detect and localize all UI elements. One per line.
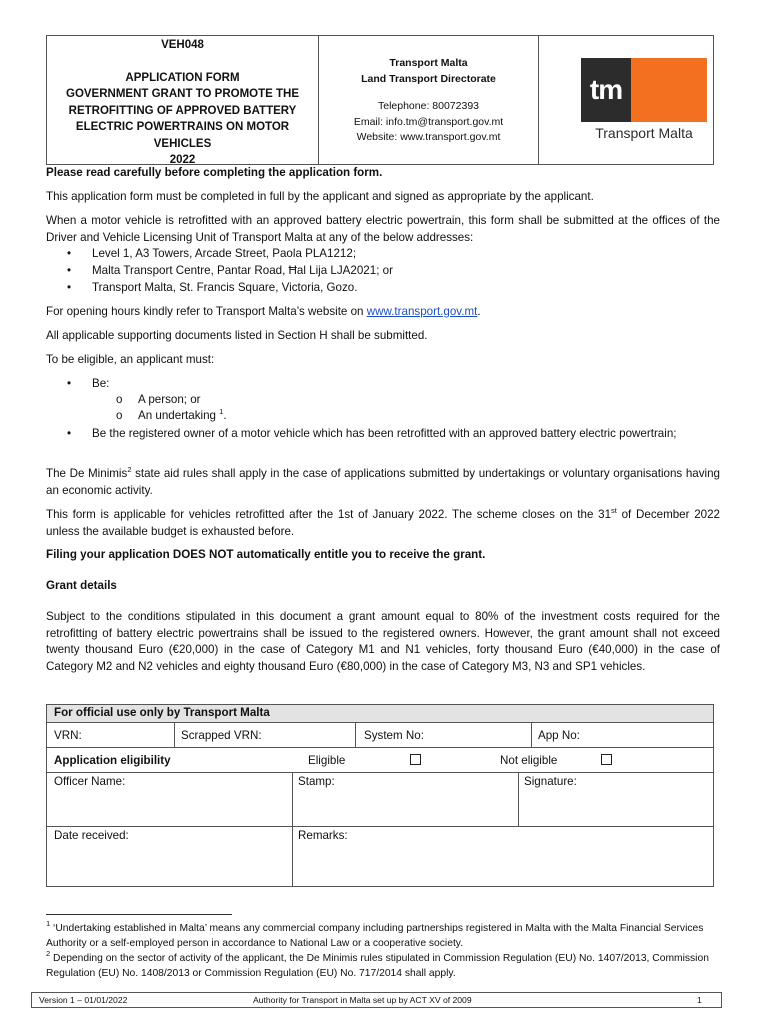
form-code: VEH048 — [161, 39, 204, 51]
transport-malta-logo — [581, 58, 707, 122]
footnote-2 — [46, 951, 718, 982]
address-item: Malta Transport Centre, Pantar Road, Ħal Lija LJA2021; or — [92, 264, 393, 277]
footnote-2-number: 2 — [46, 949, 51, 958]
form-title-line: APPLICATION FORM — [125, 71, 240, 84]
officer-name-field[interactable]: Officer Name: — [54, 775, 126, 788]
signature-field[interactable]: Signature: — [524, 775, 577, 788]
remarks-field[interactable]: Remarks: — [298, 829, 348, 842]
date-received-field[interactable]: Date received: — [54, 829, 129, 842]
footnote-ref-2[interactable]: 2 — [127, 465, 132, 474]
form-title-line: ELECTRIC POWERTRAINS ON MOTOR — [75, 121, 290, 133]
scrapped-vrn-field[interactable]: Scrapped VRN: — [181, 729, 262, 742]
de-minimis-text — [46, 466, 720, 499]
logo-block — [539, 36, 713, 164]
read-carefully-note: Please read carefully before completing the application form. — [46, 166, 383, 179]
form-title-line: GOVERNMENT GRANT TO PROMOTE THE — [66, 88, 299, 100]
footnote-ref-1[interactable]: 1 — [219, 407, 224, 416]
undertaking-end: . — [223, 409, 227, 422]
eligibility-intro: To be eligible, an applicant must: — [46, 353, 215, 366]
bullet-icon: • — [67, 427, 72, 440]
eligibility-label: Application eligibility — [54, 754, 171, 767]
ordinal-suffix: st — [611, 506, 617, 515]
transport-website-link[interactable]: www.transport.gov.mt — [366, 305, 478, 318]
app-no-field[interactable]: App No: — [538, 729, 580, 742]
sub-item-person: A person; or — [138, 393, 201, 406]
form-year: 2022 — [169, 154, 196, 166]
contact-block — [319, 36, 539, 164]
footnote-1 — [46, 921, 718, 952]
bullet-icon: • — [67, 377, 72, 390]
logo-mark: tm — [581, 58, 631, 122]
not-eligible-label: Not eligible — [500, 754, 558, 767]
circle-bullet-icon: o — [116, 393, 123, 406]
footnote-2-text: Depending on the sector of activity of the applicant, the De Minimis rules stipulated in Commission Regulation (EU) No. 1407/2013, Commission Regulation (EU) No. 1408/2013 or Commission Regulation (EU) No. 717/2014 shall apply. — [46, 953, 709, 980]
bullet-icon: • — [67, 247, 72, 260]
official-use-title: For official use only by Transport Malta — [54, 706, 270, 719]
form-title-line: RETROFITTING OF APPROVED BATTERY — [68, 104, 297, 117]
registered-owner-item: Be the registered owner of a motor vehicle which has been retrofitted with an approved battery electric powertrain; — [92, 427, 677, 440]
submission-text: When a motor vehicle is retrofitted with an approved battery electric powertrain, this form shall be submitted at the offices of the Driver and Vehicle Licensing Unit of Transport Malta at any of the below addresses: — [46, 214, 720, 244]
opening-hours-text — [46, 304, 720, 321]
opening-hours-post: . — [477, 305, 481, 318]
complete-full-text: This application form must be completed in full by the applicant and signed as appropriate by the applicant. — [46, 190, 594, 203]
supporting-docs-text: All applicable supporting documents listed in Section H shall be submitted. — [46, 329, 428, 342]
address-item: Transport Malta, St. Francis Square, Victoria, Gozo. — [92, 281, 358, 294]
bullet-icon: • — [67, 281, 72, 294]
directorate: Land Transport Directorate — [361, 72, 496, 85]
form-title-line: VEHICLES — [153, 137, 212, 150]
stamp-field[interactable]: Stamp: — [298, 775, 335, 788]
not-eligible-checkbox[interactable] — [601, 754, 612, 768]
footnote-separator — [46, 914, 232, 915]
applicability-a: This form is applicable for vehicles retrofitted after the 1st of January 2022. The scheme closes on the 31 — [46, 508, 612, 521]
grant-heading: Grant details — [46, 579, 117, 592]
de-minimis-a: The De Minimis — [46, 467, 128, 480]
vrn-field[interactable]: VRN: — [54, 729, 82, 742]
circle-bullet-icon: o — [116, 409, 123, 422]
footnote-1-number: 1 — [46, 919, 51, 928]
applicability-b: of December 2022 unless the available budget is exhausted before. — [46, 508, 721, 538]
authority-label: Authority for Transport in Malta set up by ACT XV of 2009 — [253, 995, 472, 1005]
form-title-block — [47, 36, 319, 164]
system-no-field[interactable]: System No: — [364, 729, 424, 742]
header-table — [46, 35, 714, 165]
page-footer — [31, 992, 722, 1008]
be-label: Be: — [92, 377, 110, 390]
opening-hours-pre: For opening hours kindly refer to Transport Malta’s website on — [46, 305, 367, 318]
de-minimis-b: state aid rules shall apply in the case of applications submitted by undertakings or voluntary organisations having an economic activity. — [46, 467, 720, 497]
filing-note: Filing your application DOES NOT automatically entitle you to receive the grant. — [46, 548, 486, 561]
applicability-text — [46, 507, 720, 540]
email: Email: info.tm@transport.gov.mt — [353, 115, 504, 128]
org-name: Transport Malta — [389, 57, 468, 69]
eligible-label: Eligible — [308, 754, 346, 767]
version-label: Version 1 – 01/01/2022 — [39, 995, 128, 1005]
grant-details-text: Subject to the conditions stipulated in this document a grant amount equal to 80% of the investment costs required for the retrofitting of battery electric powertrains shall be issued to the registered owners. However, the grant amount shall not exceed twenty thousand Euro (€20,000) in the case of Category M1 and N1 vehicles, forty thousand Euro (€40,000) in the case of Category M2 and N2 vehicles and eighty thousand Euro (€80,000) in the case of Category M3, N3 and SP1 vehicles. — [46, 610, 720, 673]
footnote-1-text: ‘Undertaking established in Malta’ means any commercial company including partnerships registered in Malta with the Malta Financial Services Authority or a self-employed person in accordance to National Law or a cooperative society. — [46, 923, 704, 950]
eligible-checkbox[interactable] — [410, 754, 421, 768]
telephone: Telephone: 80072393 — [377, 100, 479, 112]
sub-item-undertaking — [138, 408, 227, 425]
undertaking-text: An undertaking — [138, 409, 216, 422]
page-number: 1 — [697, 995, 702, 1005]
website: Website: www.transport.gov.mt — [356, 131, 501, 143]
bullet-icon: • — [67, 264, 72, 277]
logo-caption: Transport Malta — [595, 125, 693, 141]
official-use-table — [46, 704, 714, 887]
address-item: Level 1, A3 Towers, Arcade Street, Paola PLA1212; — [92, 247, 357, 260]
